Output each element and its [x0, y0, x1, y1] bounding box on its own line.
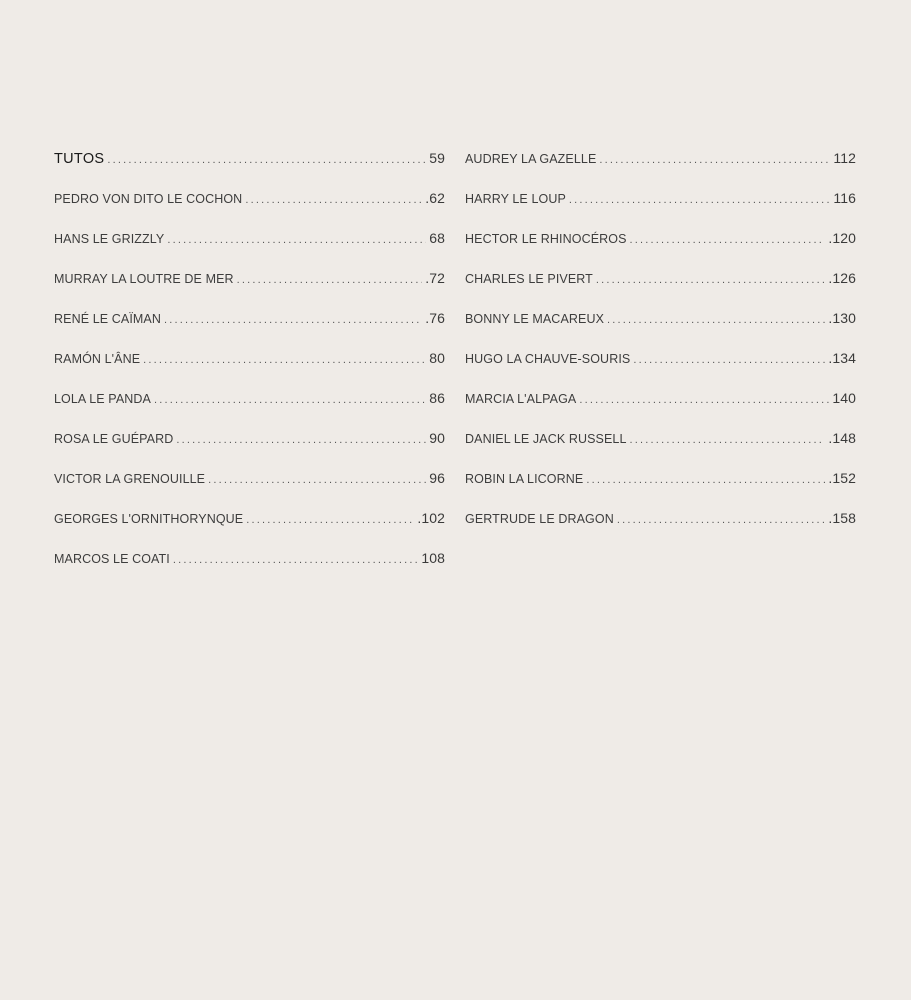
dot-leader [245, 182, 422, 218]
dot-leader [633, 342, 825, 378]
toc-entry-label: MARCOS LE COATI [54, 552, 170, 566]
toc-entry-page: .134 [828, 350, 856, 366]
toc-entry[interactable] [465, 460, 856, 500]
toc-entry-page: 59 [429, 150, 445, 166]
toc-entry[interactable] [465, 140, 856, 180]
dot-leader [173, 542, 418, 578]
toc-entry-page: .72 [425, 270, 445, 286]
dot-leader [176, 422, 426, 458]
toc-entry-label: MURRAY LA LOUTRE DE MER [54, 272, 234, 286]
toc-entry-page: 90 [429, 430, 445, 446]
toc-entry[interactable] [54, 420, 445, 460]
toc-entry-tutos[interactable] [54, 140, 445, 180]
toc-entry-page: 68 [429, 230, 445, 246]
toc-column-left [54, 140, 445, 580]
toc-entry[interactable] [54, 260, 445, 300]
toc-entry[interactable] [54, 180, 445, 220]
toc-entry-page: 112 [833, 150, 856, 166]
toc-entry[interactable] [54, 340, 445, 380]
dot-leader [586, 462, 825, 498]
toc-entry-label: ROBIN LA LICORNE [465, 472, 584, 486]
dot-leader [154, 382, 426, 418]
toc-entry-label: LOLA LE PANDA [54, 392, 151, 406]
dot-leader [167, 222, 426, 258]
toc-entry-label: RENÉ LE CAÏMAN [54, 312, 161, 326]
dot-leader [607, 302, 825, 338]
toc-entry[interactable] [465, 220, 856, 260]
toc-column-right [465, 140, 856, 580]
toc-entry[interactable] [54, 220, 445, 260]
toc-entry[interactable] [465, 380, 856, 420]
toc-entry[interactable] [465, 420, 856, 460]
toc-entry-label: PEDRO VON DITO LE COCHON [54, 192, 243, 206]
toc-entry[interactable] [54, 500, 445, 540]
toc-entry-label: DANIEL LE JACK RUSSELL [465, 432, 627, 446]
toc-entry-page: 80 [429, 350, 445, 366]
toc-entry-page: 108 [421, 550, 445, 566]
toc-entry-label: HANS LE GRIZZLY [54, 232, 165, 246]
toc-entry[interactable] [465, 180, 856, 220]
dot-leader [143, 342, 426, 378]
dot-leader [599, 142, 830, 178]
toc-entry-label: HECTOR LE RHINOCÉROS [465, 232, 627, 246]
toc-entry[interactable] [54, 540, 445, 580]
toc-entry-page: .76 [425, 310, 445, 326]
toc-entry[interactable] [54, 460, 445, 500]
dot-leader [246, 502, 414, 538]
dot-leader [630, 222, 826, 258]
toc-entry-page: .102 [417, 510, 445, 526]
toc-entry-label: VICTOR LA GRENOUILLE [54, 472, 206, 486]
toc-entry-label: ROSA LE GUÉPARD [54, 432, 174, 446]
toc-entry-page: 140 [832, 390, 856, 406]
toc-entry-page: 96 [429, 470, 445, 486]
toc-entry-page: 86 [429, 390, 445, 406]
toc-entry[interactable] [465, 500, 856, 540]
table-of-contents [54, 140, 856, 580]
toc-entry-label: GERTRUDE LE DRAGON [465, 512, 614, 526]
toc-entry-label: HARRY LE LOUP [465, 192, 566, 206]
toc-entry-label: RAMÓN L'ÂNE [54, 352, 141, 366]
toc-entry-label: BONNY LE MACAREUX [465, 312, 605, 326]
toc-entry[interactable] [54, 300, 445, 340]
dot-leader [237, 262, 423, 298]
dot-leader [208, 462, 426, 498]
toc-entry-page: 116 [833, 190, 856, 206]
toc-entry-label: GEORGES L'ORNITHORYNQUE [54, 512, 244, 526]
toc-entry-label: MARCIA L'ALPAGA [465, 392, 577, 406]
toc-entry-page: .126 [828, 270, 856, 286]
dot-leader [617, 502, 826, 538]
toc-entry-page: .158 [828, 510, 856, 526]
toc-entry[interactable] [465, 300, 856, 340]
toc-entry-page: .148 [828, 430, 856, 446]
dot-leader [164, 302, 422, 338]
toc-entry-page: .152 [828, 470, 856, 486]
toc-entry[interactable] [465, 260, 856, 300]
toc-entry[interactable] [54, 380, 445, 420]
dot-leader [630, 422, 826, 458]
toc-entry-label: HUGO LA CHAUVE-SOURIS [465, 352, 631, 366]
dot-leader [107, 142, 426, 178]
toc-entry-label: CHARLES LE PIVERT [465, 272, 593, 286]
dot-leader [569, 182, 830, 218]
toc-entry-label: AUDREY LA GAZELLE [465, 152, 597, 166]
dot-leader [596, 262, 825, 298]
toc-entry[interactable] [465, 340, 856, 380]
toc-entry-label: TUTOS [54, 151, 105, 167]
toc-entry-page: .130 [828, 310, 856, 326]
toc-entry-page: .120 [828, 230, 856, 246]
dot-leader [579, 382, 829, 418]
toc-entry-page: .62 [425, 190, 445, 206]
